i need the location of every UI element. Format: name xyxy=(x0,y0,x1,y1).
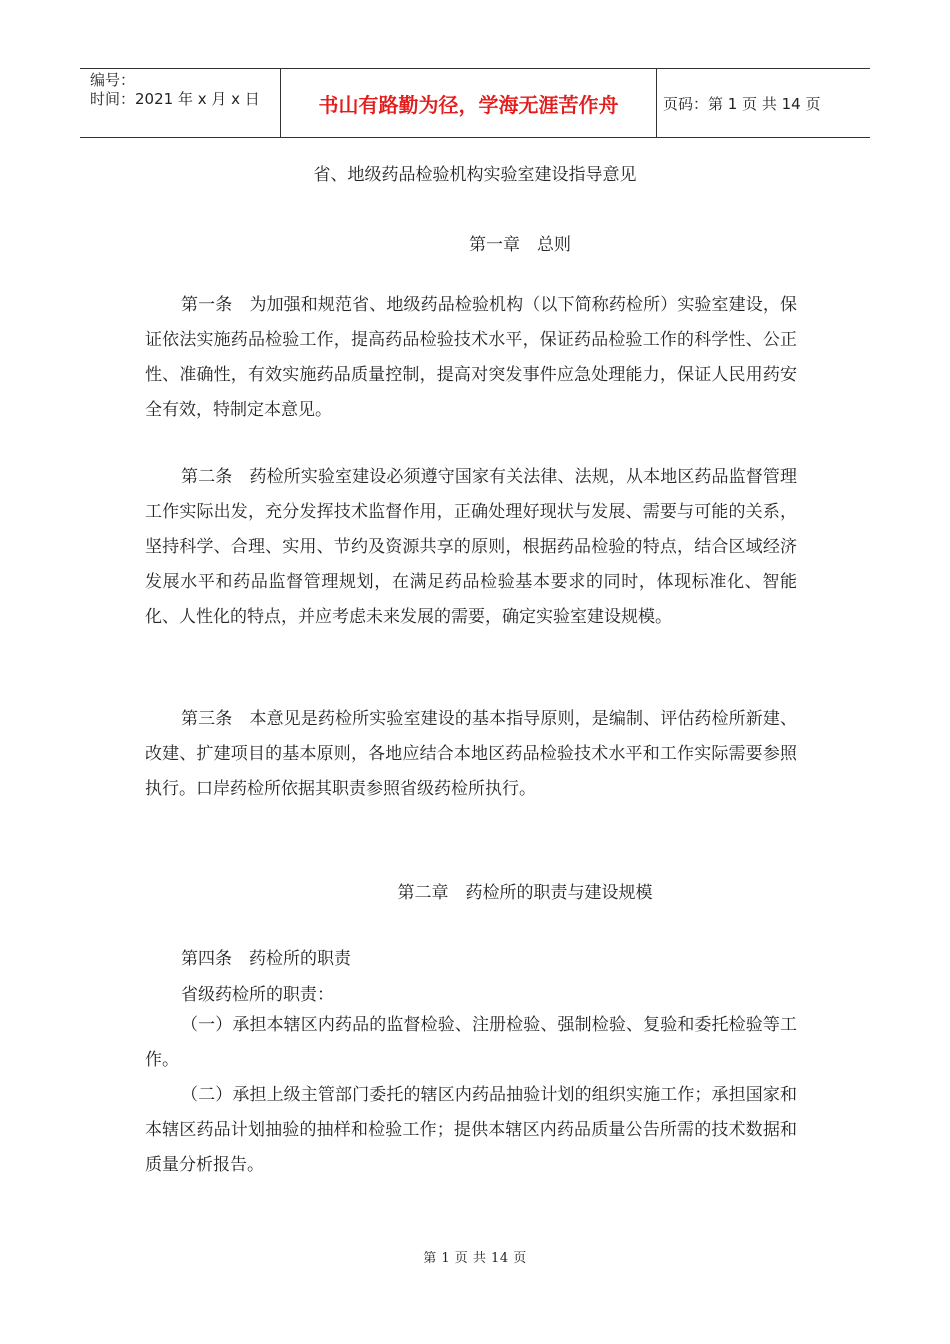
article-3: 第三条 本意见是药检所实验室建设的基本指导原则，是编制、评估药检所新建、改建、扩建项目的基本原则，各地应结合本地区药品检验技术水平和工作实际需要参照执行。口岸药检所依据其职责参照省级药检所执行。 xyxy=(145,709,797,799)
page-footer: 第 1 页 共 14 页 xyxy=(423,1251,527,1266)
article-2: 第二条 药检所实验室建设必须遵守国家有关法律、法规，从本地区药品监督管理工作实际出发，充分发挥技术监督作用，正确处理好现状与发展、需要与可能的关系，坚持科学、合理、实用、节约及资源共享的原则，根据药品检验的特点，结合区域经济发展水平和药品监督管理规划，在满足药品检验基本要求的同时，体现标准化、智能化、人性化的特点，并应考虑未来发展的需要，确定实验室建设规模。 xyxy=(145,467,797,627)
document-title: 省、地级药品检验机构实验室建设指导意见 xyxy=(313,165,637,185)
header-motto: 书山有路勤为径，学海无涯苦作舟 xyxy=(281,69,657,137)
header-table xyxy=(80,68,870,138)
header-meta-cell xyxy=(80,69,281,137)
provincial-duties-label: 省级药检所的职责： xyxy=(181,985,334,1005)
duty-item-1: （一）承担本辖区内药品的监督检验、注册检验、强制检验、复验和委托检验等工作。 xyxy=(145,1015,797,1070)
document-time-label: 时间：2021 年 x 月 x 日 xyxy=(90,90,260,108)
header-page-info: 页码：第 1 页 共 14 页 xyxy=(663,94,821,113)
document-number-label: 编号： xyxy=(90,71,136,89)
article-1: 第一条 为加强和规范省、地级药品检验机构（以下简称药检所）实验室建设，保证依法实施药品检验工作，提高药品检验技术水平，保证药品检验工作的科学性、公正性、准确性，有效实施药品质量控制，提高对突发事件应急处理能力，保证人民用药安全有效，特制定本意见。 xyxy=(145,295,797,420)
chapter-2-heading: 第二章 药检所的职责与建设规模 xyxy=(397,883,653,903)
duty-item-2: （二）承担上级主管部门委托的辖区内药品抽验计划的组织实施工作；承担国家和本辖区药品计划抽验的抽样和检验工作；提供本辖区内药品质量公告所需的技术数据和质量分析报告。 xyxy=(145,1085,797,1175)
chapter-1-heading: 第一章 总则 xyxy=(469,235,571,255)
article-4-heading: 第四条 药检所的职责 xyxy=(181,949,351,969)
